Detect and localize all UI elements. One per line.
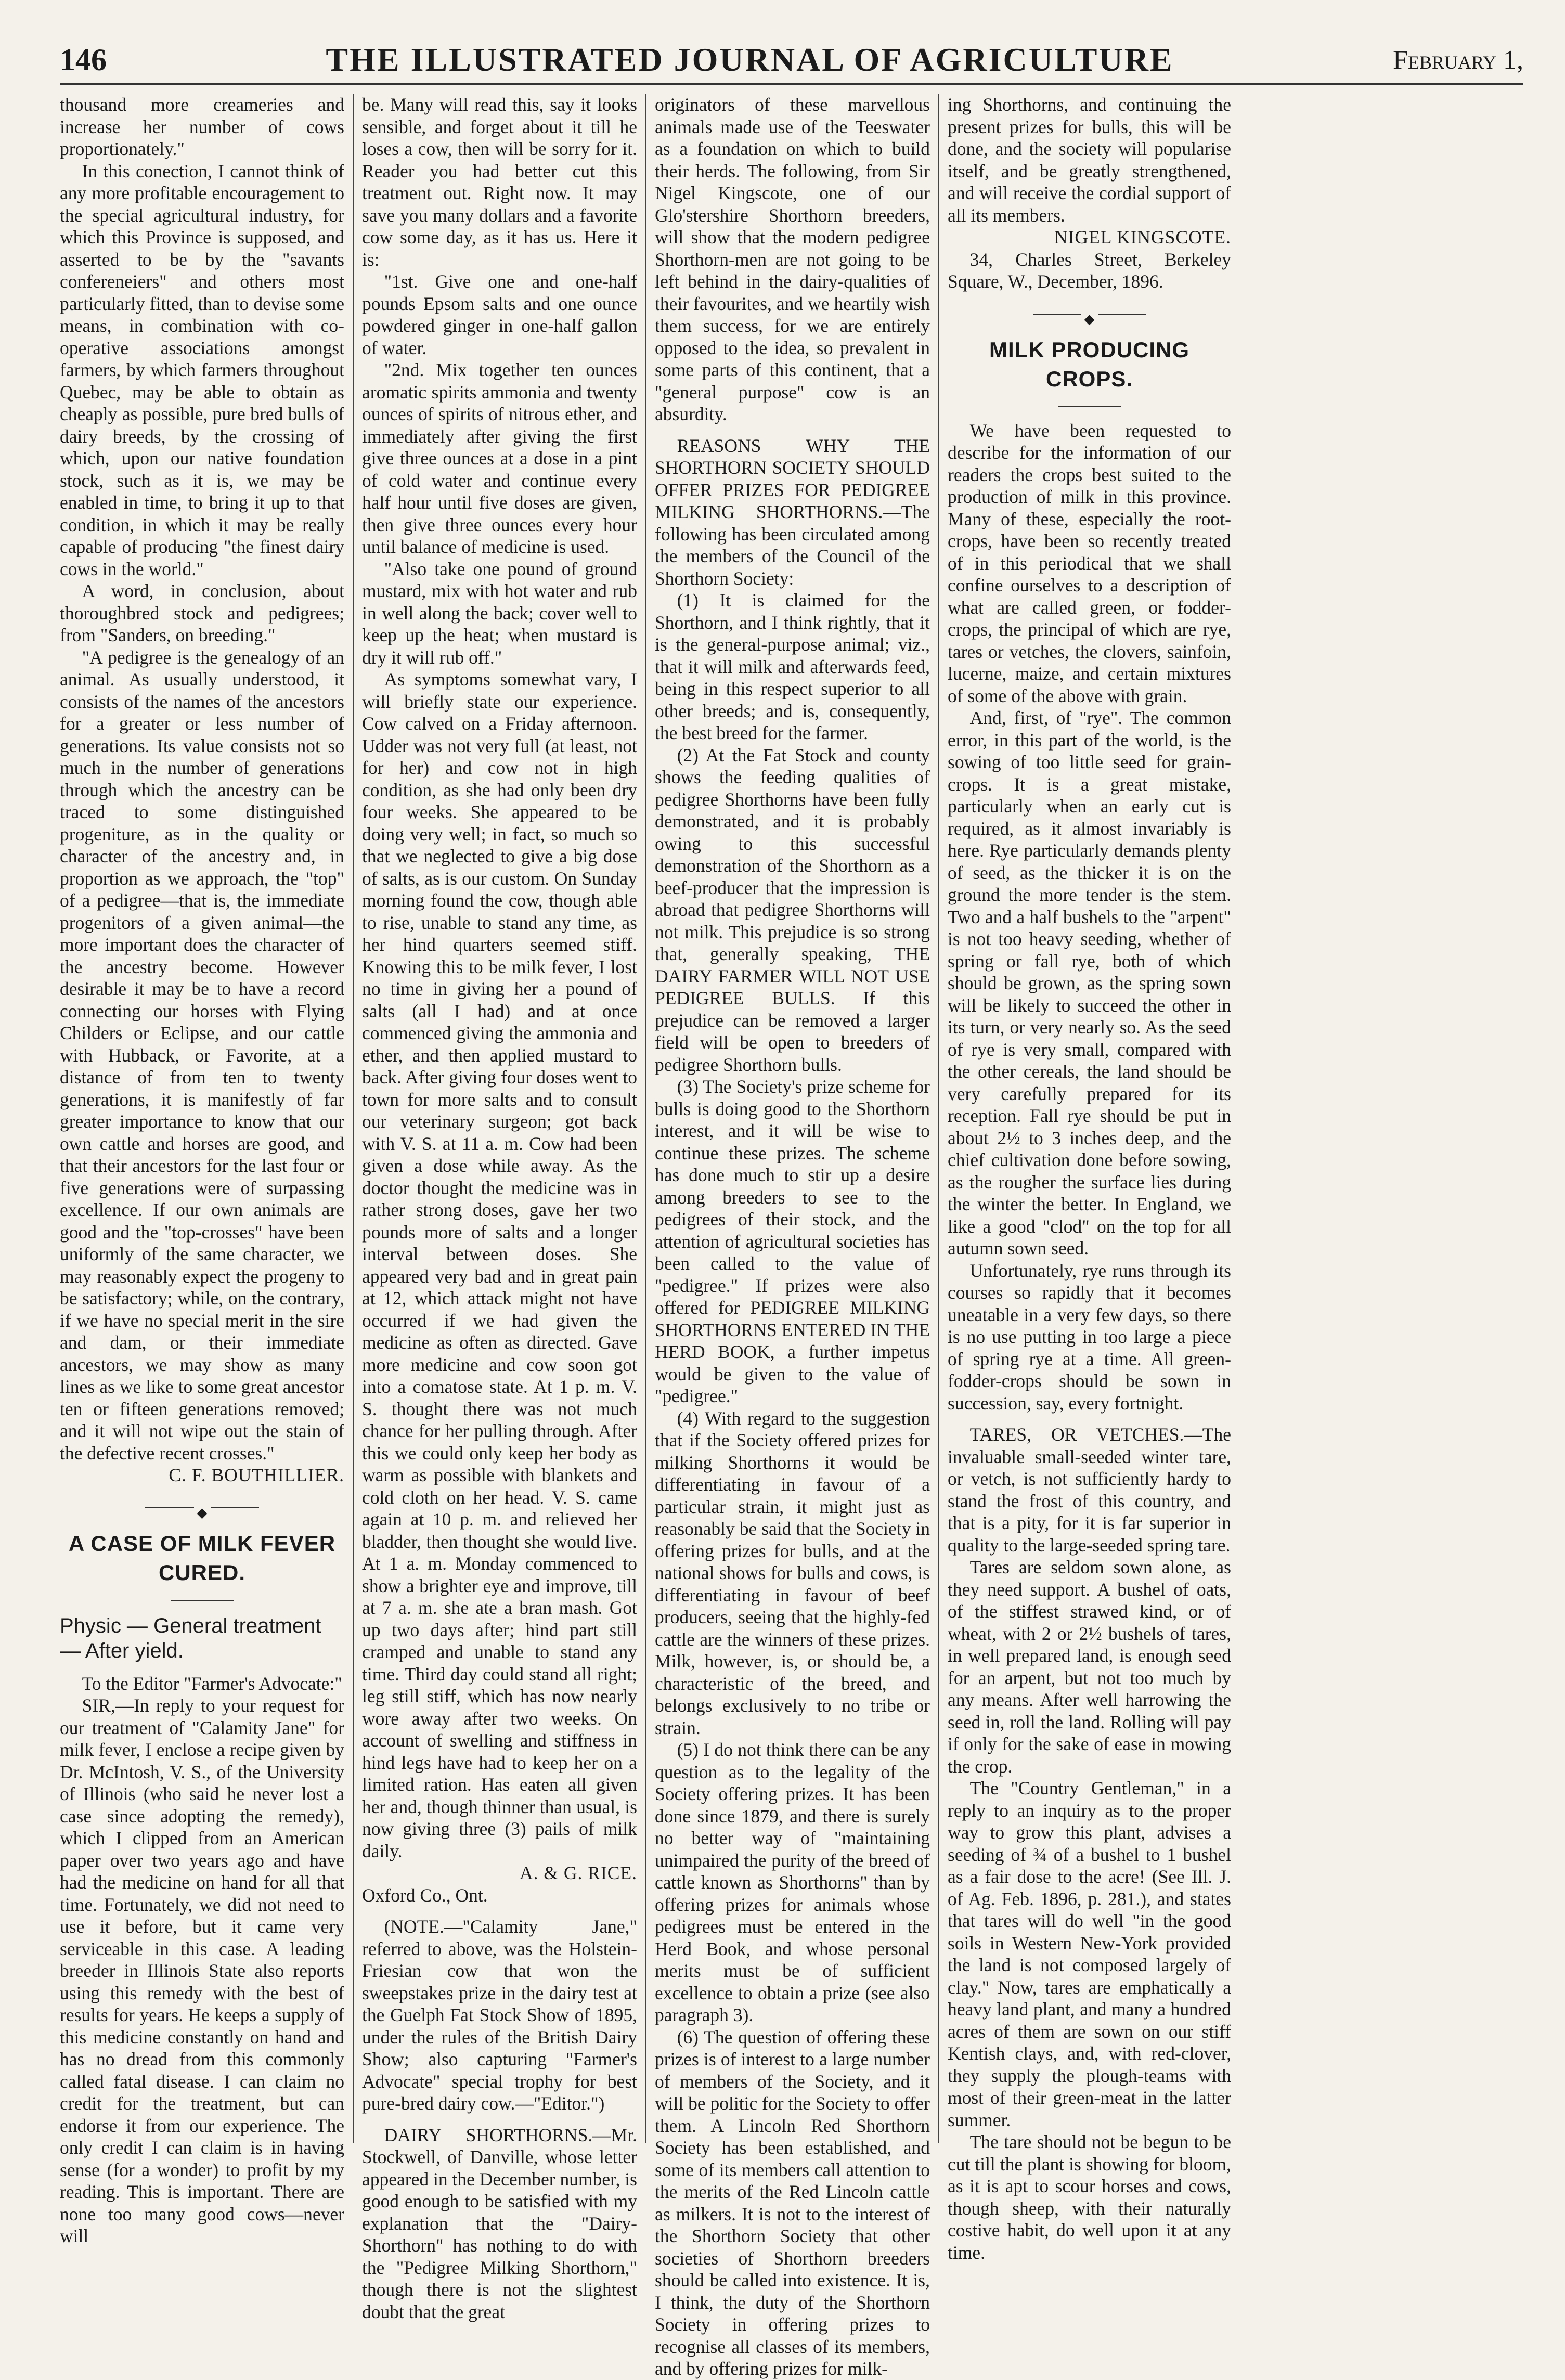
signature: A. & G. RICE. — [520, 1862, 637, 1883]
page-header — [60, 36, 1523, 85]
paragraph: (6) The question of offering these prizes is of interest to a large number of members of the Society, and it will be politic for the Society to offer them. A Lincoln Red Shorthorn Society has been established, and some of its members call attention to the merits of the Red Lincoln cattle as milkers. It is not to the interest of the Shorthorn Society that other societies of Shorthorn breeders should be called into existence. It is, I think, the duty of the Shorthorn Society in offering prizes to recognise all classes of its members, and by offering prizes for milk- — [655, 2026, 930, 2379]
heading-rule — [1058, 406, 1121, 407]
paragraph: (NOTE.—"Calamity Jane," referred to above, was the Holstein-Friesian cow that won the sweepstakes prize in the dairy test at the Guelph Fat Stock Show of 1895, under the rules of the British Dairy Show; also capturing "Farmer's Advocate" special trophy for best pure-bred dairy cow.—"Editor.") — [362, 1916, 637, 2114]
column-3 — [645, 94, 938, 2379]
paragraph: "Also take one pound of ground mustard, mix with hot water and rub in well along the back; cover well to keep up the heat; when mustard is dry it will rub off." — [362, 558, 637, 668]
place-line: Oxford Co., Ont. — [362, 1884, 488, 1906]
paragraph: The tare should not be begun to be cut till the plant is showing for bloom, as it is apt to scour horses and cows, though sheep, with their naturally costive habit, do well upon it at any time. — [948, 2131, 1231, 2263]
paragraph: (2) At the Fat Stock and county shows the feeding qualities of pedigree Shorthorns have been fully demonstrated, and it is probably owing to this successful demonstration of the Shorthorn as a beef-producer that the impression is abroad that pedigree Shorthorns will not milk. This prejudice is so strong that, generally speaking, THE DAIRY FARMER WILL NOT USE PEDIGREE BULLS. If this prejudice can be removed a larger field will be open to breeders of pedigree Shorthorn bulls. — [655, 744, 930, 1075]
paragraph: "A pedigree is the genealogy of an animal. As usually understood, it consists of the names of the ancestors for a greater or less number of generations. Its value consists not so much in the number of generations through which the ancestry can be traced to some distinguished progeniture, as in the quality or character of the ancestry and, in proportion as we approach, the "top" of a pedigree—that is, the immediate progenitors of a given animal—the more important does the character of the ancestry become. However desirable it may be to have a record connecting our horses with Flying Childers or Eclipse, and our cattle with Hubback, or Favorite, at a distance of from ten to twenty generations, it is manifestly of far greater importance to know that our own cattle and horses are good, and that their ancestors for the last four or five generations were of surpassing excellence. If our own animals are good and the "top-crosses" have been uniformly of the same character, we may reasonably expect the progeny to be satisfactory; while, on the contrary, if we have no special merit in the sire and dam, or their immediate ancestors, we may show as many lines as we like to some great ancestor ten or fifteen generations removed; and it will not wipe out the stain of the defective recent crosses." — [60, 646, 344, 1464]
page-number: 146 — [60, 42, 107, 77]
section-divider: ◆ — [60, 1500, 344, 1516]
paragraph: We have been requested to describe for the information of our readers the crops best suited to the production of milk in this province. Many of these, especially the root-crops, have been so recently treated of in this periodical that we shall confine ourselves to a description of what are called green, or fodder-crops, the principal of which are rye, tares or vetches, the clovers, sainfoin, lucerne, maize, and certain mixtures of some of the above with grain. — [948, 420, 1231, 706]
paragraph: TARES, OR VETCHES.—The invaluable small-seeded winter tare, or vetch, is not sufficiently hardy to stand the frost of this country, and that is a pity, for it is far superior in quality to the large-seeded spring tare. — [948, 1424, 1231, 1556]
paragraph: "2nd. Mix together ten ounces aromatic spirits ammonia and twenty ounces of spirits of nitrous ether, and immediately after giving the first give three ounces at a dose in a pint of cold water and continue every half hour until five doses are given, then give three ounces every hour until balance of medicine is used. — [362, 359, 637, 557]
paragraph: REASONS WHY THE SHORTHORN SOCIETY SHOULD OFFER PRIZES FOR PEDIGREE MILKING SHORTHORNS.—The following has been circulated among the members of the Council of the Shorthorn Society: — [655, 435, 930, 589]
issue-date: February 1, — [1393, 45, 1523, 75]
article-subheading: Physic — General treatment — After yield. — [60, 1614, 321, 1662]
paragraph: SIR,—In reply to your request for our treatment of "Calamity Jane" for milk fever, I enclose a recipe given by Dr. McIntosh, V. S., of the University of Illinois (who said he never lost a case since adopting the remedy), which I clipped from an American paper over two years ago and have had the medicine on hand for all that time. Fortunately, we did not need to use it before, but it came very serviceable in this case. A leading breeder in Illinois State also reports using this remedy with the best of results for years. He keeps a supply of this medicine constantly on hand and has no dread from this commonly called fatal disease. I can claim no credit for the treatment, but can endorse it from our experience. The only credit I can claim is in having sense (for a wonder) to profit by my reading. This is important. There are none too many good cows—never will — [60, 1695, 344, 2246]
journal-title: THE ILLUSTRATED JOURNAL OF AGRICULTURE — [326, 41, 1174, 78]
paragraph: Tares are seldom sown alone, as they need support. A bushel of oats, of the stiffest strawed kind, or of wheat, with 2 or 2½ bushels of tares, in well prepared land, is enough seed for an arpent, but not too much by any means. After well harrowing the seed in, roll the land. Rolling will pay if only for the sake of ease in mowing the crop. — [948, 1557, 1231, 1777]
paragraph: The "Country Gentleman," in a reply to an inquiry as to the proper way to grow this plant, advises a seeding of ¾ of a bushel to 1 bushel as a fair dose to the acre! (See Ill. J. of Ag. Feb. 1896, p. 281.), and states that tares will do well "in the good soils in Western New-York provided the land is not composed largely of clay." Now, tares are emphatically a heavy land plant, and many a hundred acres of them are sown on our stiff Kentish clays, and, with red-clover, they supply the plough-teams with most of their green-meat in the latter summer. — [948, 1778, 1231, 2130]
paragraph: (5) I do not think there can be any question as to the legality of the Society offering prizes. It has been done since 1879, and there is surely no better way of "maintaining unimpaired the purity of the breed of cattle known as Shorthorns" than by offering prizes for animals whose pedigrees must be entered in the Herd Book, and whose personal merits must be of sufficient excellence to obtain a prize (see also paragraph 3). — [655, 1739, 930, 2025]
paragraph: ing Shorthorns, and continuing the present prizes for bulls, this will be done, and the society will popularise itself, and be greatly strengthened, and will receive the cordial support of all its members. — [948, 94, 1231, 226]
paragraph: In this conection, I cannot think of any more profitable encouragement to the special agricultural industry, for which this Province is supposed, and asserted to be by the "savants confereneiers" and others most particularly fitted, than to devise some means, in combination with co-operative associations amongst farmers, by which farmers throughout Quebec, may be able to obtain as cheaply as possible, pure bred bulls of dairy breeds, by the crossing of which, upon our native foundation stock, such as it is, we may be enabled in time, to bring it up to that condition, in which it may be really capable of producing "the finest dairy cows in the world." — [60, 160, 344, 579]
paragraph: (3) The Society's prize scheme for bulls is doing good to the Shorthorn interest, and it will be wise to continue these prizes. The scheme has done much to stir up a desire among breeders to see to the pedigrees of their stock, and the attention of agricultural societies has been called to the value of "pedigree." If prizes were also offered for PEDIGREE MILKING SHORTHORNS ENTERED IN THE HERD BOOK, a further impetus would be given to the value of "pedigree." — [655, 1076, 930, 1406]
paragraph: thousand more creameries and increase her number of cows proportionately." — [60, 94, 344, 159]
paragraph: be. Many will read this, say it looks sensible, and forget about it till he loses a cow, then will be sorry for it. Reader you had better cut this treatment out. Right now. It may save you many dollars and a favorite cow some day, as it has us. Here it is: — [362, 94, 637, 270]
article-heading: A CASE OF MILK FEVER CURED. — [68, 1531, 336, 1585]
paragraph: As symptoms somewhat vary, I will briefly state our experience. Cow calved on a Friday afternoon. Udder was not very full (at least, not for her) and cow not in high condition, as she had only been dry four weeks. She appeared to be doing very well; in fact, so much so that we neglected to give a big dose of salts, as is our custom. On Sunday morning found the cow, though able to rise, unable to stand any time, as her hind quarters seemed stiff. Knowing this to be milk fever, I lost no time in giving her a pound of salts (all I had) and at once commenced giving the ammonia and ether, and then applied mustard to back. After giving four doses went to town for more salts and to consult our veterinary surgeon; got back with V. S. at 11 a. m. Cow had been given a dose while away. As the doctor thought the medicine was in rather strong doses, gave her two pounds more of salts and a longer interval between doses. She appeared very bad and in great pain at 12, which attack might not have occurred if we had given the medicine as often as directed. Gave more medicine and cow soon got into a comatose state. At 1 p. m. V. S. thought there was not much chance for her pulling through. After this we could only keep her body as warm as possible with blankets and cold cloth on her head. V. S. came again at 10 p. m. and relieved her bladder, then thought she would live. At 1 a. m. Monday commenced to show a brighter eye and improve, till at 7 a. m. she ate a bran mash. Got up two days after; hind part still cramped and unable to stand any time. Third day could stand all right; leg still stiff, which has now nearly wore away after two weeks. On account of swelling and stiffness in hind legs have had to keep her on a limited ration. Has eaten all given her and, though thinner than usual, is now giving three (3) pails of milk daily. — [362, 669, 637, 1861]
text-columns — [60, 94, 1524, 2379]
paragraph: "1st. Give one and one-half pounds Epsom salts and one ounce powdered ginger in one-half gallon of water. — [362, 271, 637, 358]
column-4 — [938, 94, 1231, 2263]
paragraph: A word, in conclusion, about thoroughbred stock and pedigrees; from "Sanders, on breeding." — [60, 580, 344, 645]
paragraph: And, first, of "rye". The common error, in this part of the world, is the sowing of too little seed for grain-crops. It is a great mistake, particularly when an early cut is required, as it almost invariably is here. Rye particularly demands plenty of seed, as the thicker it is on the ground the more tender is the stem. Two and a half bushels to the "arpent" is not too heavy seeding, whether of spring or fall rye, both of which should be grown, as the spring sown will be likely to succeed the other in its turn, or very nearly so. As the seed of rye is very small, compared with the other cereals, the land should be very carefully prepared for its reception. Fall rye should be put in about 2½ to 3 inches deep, and the chief cultivation done before sowing, as the rougher the surface lies during the winter the better. In England, we like a good "clod" on the top for all autumn sown seed. — [948, 707, 1231, 1259]
section-divider: ◆ — [948, 306, 1231, 322]
paragraph: originators of these marvellous animals made use of the Teeswater as a foundation on which to build their herds. The following, from Sir Nigel Kingscote, one of our Glo'stershire Shorthorn breeders, will show that the modern pedigree Shorthorn-men are not going to be left behind in the dairy-qualities of their favourites, and we heartily wish them success, for we are entirely opposed to the idea, so prevalent in some parts of this continent, that a "general purpose" cow is an absurdity. — [655, 94, 930, 424]
signature: C. F. BOUTHILLIER. — [169, 1465, 344, 1485]
paragraph: (1) It is claimed for the Shorthorn, and I think rightly, that it is the general-purpose animal; viz., that it will milk and afterwards feed, being in this respect superior to all other breeds; and is, consequently, the best breed for the farmer. — [655, 590, 930, 743]
article-heading: MILK PRODUCING CROPS. — [989, 337, 1189, 391]
column-2 — [353, 94, 645, 2322]
column-1 — [60, 94, 353, 2246]
paragraph: To the Editor "Farmer's Advocate:" — [82, 1673, 342, 1694]
paragraph: (4) With regard to the suggestion that if the Society offered prizes for milking Shorthorns it would be differentiating in favour of a particular strain, it might just as reasonably be said that the Society in offering prizes for bulls, and at the national shows for bulls and cows, is differentiating in favour of beef producers, seeing that the highly-fed cattle are the winners of these prizes. Milk, however, is, or should be, a characteristic of the breed, and belongs exclusively to no tribe or strain. — [655, 1407, 930, 1738]
paragraph: Unfortunately, rye runs through its courses so rapidly that it becomes uneatable in a very few days, so there is no use putting in too large a piece of spring rye at a time. All green-fodder-crops should be sown in succession, say, every fortnight. — [948, 1260, 1231, 1414]
signature: NIGEL KINGSCOTE. — [1054, 227, 1231, 248]
paragraph: DAIRY SHORTHORNS.—Mr. Stockwell, of Danville, whose letter appeared in the December number, is good enough to be satisfied with my explanation that the "Dairy-Shorthorn" has nothing to do with the "Pedigree Milking Shorthorn," though there is not the slightest doubt that the great — [362, 2124, 637, 2322]
heading-rule — [171, 1600, 234, 1601]
address-line: 34, Charles Street, Berkeley Square, W., December, 1896. — [948, 249, 1231, 292]
